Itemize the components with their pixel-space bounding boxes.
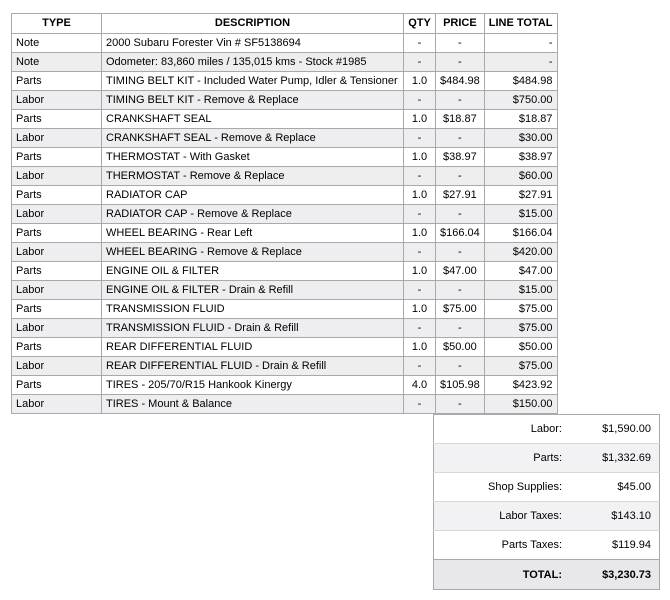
row-type: Parts xyxy=(12,338,102,357)
row-description: 2000 Subaru Forester Vin # SF5138694 xyxy=(102,34,404,53)
table-row xyxy=(12,129,558,148)
row-type: Labor xyxy=(12,167,102,186)
table-row xyxy=(12,281,558,300)
total-value: $3,230.73 xyxy=(570,560,660,590)
column-header-qty: QTY xyxy=(404,14,436,34)
row-price: - xyxy=(436,395,485,414)
row-price: $75.00 xyxy=(436,300,485,319)
row-price: $38.97 xyxy=(436,148,485,167)
row-line-total: $15.00 xyxy=(484,281,557,300)
row-line-total: $423.92 xyxy=(484,376,557,395)
row-qty: 1.0 xyxy=(404,72,436,91)
row-qty: 1.0 xyxy=(404,224,436,243)
row-price: $484.98 xyxy=(436,72,485,91)
row-line-total: $15.00 xyxy=(484,205,557,224)
row-line-total: $50.00 xyxy=(484,338,557,357)
row-type: Parts xyxy=(12,300,102,319)
column-header-description: DESCRIPTION xyxy=(102,14,404,34)
row-description: TIRES - Mount & Balance xyxy=(102,395,404,414)
table-row xyxy=(12,395,558,414)
row-description: Odometer: 83,860 miles / 135,015 kms - Stock #1985 xyxy=(102,53,404,72)
row-description: RADIATOR CAP - Remove & Replace xyxy=(102,205,404,224)
row-price: $18.87 xyxy=(436,110,485,129)
table-row xyxy=(12,167,558,186)
row-line-total: $420.00 xyxy=(484,243,557,262)
row-type: Labor xyxy=(12,243,102,262)
row-type: Parts xyxy=(12,224,102,243)
row-qty: - xyxy=(404,167,436,186)
table-row xyxy=(12,224,558,243)
total-label: TOTAL: xyxy=(434,560,571,590)
row-type: Parts xyxy=(12,148,102,167)
summary-label: Labor: xyxy=(530,423,562,435)
row-description: CRANKSHAFT SEAL - Remove & Replace xyxy=(102,129,404,148)
row-qty: 1.0 xyxy=(404,338,436,357)
row-line-total: $27.91 xyxy=(484,186,557,205)
row-line-total: $47.00 xyxy=(484,262,557,281)
table-row xyxy=(12,186,558,205)
row-line-total: - xyxy=(484,53,557,72)
row-type: Note xyxy=(12,34,102,53)
row-price: $50.00 xyxy=(436,338,485,357)
summary-label: Shop Supplies: xyxy=(434,473,571,502)
column-header-price: PRICE xyxy=(436,14,485,34)
row-price: - xyxy=(436,357,485,376)
row-type: Parts xyxy=(12,72,102,91)
row-qty: - xyxy=(404,129,436,148)
row-qty: 4.0 xyxy=(404,376,436,395)
row-line-total: - xyxy=(484,34,557,53)
row-type: Note xyxy=(12,53,102,72)
summary-row-total xyxy=(434,560,660,590)
table-row xyxy=(12,148,558,167)
summary-label: Parts: xyxy=(434,444,571,473)
table-row xyxy=(12,205,558,224)
row-qty: 1.0 xyxy=(404,186,436,205)
row-description: TIMING BELT KIT - Included Water Pump, Idler & Tensioner xyxy=(102,72,404,91)
row-line-total: $75.00 xyxy=(484,357,557,376)
row-description: THERMOSTAT - With Gasket xyxy=(102,148,404,167)
row-type: Parts xyxy=(12,186,102,205)
row-line-total: $75.00 xyxy=(484,319,557,338)
row-line-total: $75.00 xyxy=(484,300,557,319)
summary-value: $119.94 xyxy=(570,531,660,560)
summary-label: Labor Taxes: xyxy=(434,502,571,531)
row-type: Labor xyxy=(12,91,102,110)
summary-value: $1,590.00 xyxy=(602,423,651,435)
row-price: - xyxy=(436,167,485,186)
row-description: RADIATOR CAP xyxy=(102,186,404,205)
table-row xyxy=(12,53,558,72)
row-qty: 1.0 xyxy=(404,148,436,167)
summary-label: Parts Taxes: xyxy=(434,531,571,560)
summary-value: $1,332.69 xyxy=(570,444,660,473)
row-line-total: $60.00 xyxy=(484,167,557,186)
row-type: Parts xyxy=(12,376,102,395)
table-row xyxy=(12,376,558,395)
row-type: Labor xyxy=(12,281,102,300)
table-row xyxy=(12,34,558,53)
row-description: TRANSMISSION FLUID - Drain & Refill xyxy=(102,319,404,338)
row-price: $105.98 xyxy=(436,376,485,395)
table-row xyxy=(12,262,558,281)
row-qty: - xyxy=(404,34,436,53)
row-qty: 1.0 xyxy=(404,262,436,281)
row-price: $166.04 xyxy=(436,224,485,243)
row-qty: - xyxy=(404,205,436,224)
row-qty: 1.0 xyxy=(404,110,436,129)
row-type: Labor xyxy=(12,205,102,224)
row-qty: - xyxy=(404,243,436,262)
row-price: - xyxy=(436,34,485,53)
row-description: REAR DIFFERENTIAL FLUID xyxy=(102,338,404,357)
row-price: - xyxy=(436,205,485,224)
row-price: - xyxy=(436,319,485,338)
row-description: TIMING BELT KIT - Remove & Replace xyxy=(102,91,404,110)
row-line-total: $166.04 xyxy=(484,224,557,243)
row-price: - xyxy=(436,91,485,110)
table-row xyxy=(12,243,558,262)
column-header-line-total: LINE TOTAL xyxy=(484,14,557,34)
row-qty: - xyxy=(404,357,436,376)
table-header-row xyxy=(12,14,558,34)
summary-value: $143.10 xyxy=(570,502,660,531)
row-price: $27.91 xyxy=(436,186,485,205)
table-row xyxy=(12,91,558,110)
row-qty: - xyxy=(404,319,436,338)
row-description: WHEEL BEARING - Rear Left xyxy=(102,224,404,243)
row-type: Labor xyxy=(12,357,102,376)
row-description: REAR DIFFERENTIAL FLUID - Drain & Refill xyxy=(102,357,404,376)
row-qty: - xyxy=(404,53,436,72)
table-row xyxy=(12,300,558,319)
row-price: - xyxy=(436,281,485,300)
invoice-line-items-table xyxy=(11,13,558,414)
row-description: ENGINE OIL & FILTER - Drain & Refill xyxy=(102,281,404,300)
row-type: Parts xyxy=(12,110,102,129)
row-line-total: $750.00 xyxy=(484,91,557,110)
row-qty: - xyxy=(404,395,436,414)
row-description: THERMOSTAT - Remove & Replace xyxy=(102,167,404,186)
summary-row-shop-supplies xyxy=(434,473,660,502)
totals-summary-table xyxy=(433,414,660,590)
row-price: - xyxy=(436,243,485,262)
summary-row-parts xyxy=(434,444,660,473)
row-line-total: $30.00 xyxy=(484,129,557,148)
summary-value: $45.00 xyxy=(570,473,660,502)
row-description: TIRES - 205/70/R15 Hankook Kinergy xyxy=(102,376,404,395)
row-line-total: $38.97 xyxy=(484,148,557,167)
row-qty: 1.0 xyxy=(404,300,436,319)
summary-row-labor-taxes xyxy=(434,502,660,531)
row-line-total: $150.00 xyxy=(484,395,557,414)
row-type: Labor xyxy=(12,129,102,148)
summary-row-labor xyxy=(434,415,660,444)
row-qty: - xyxy=(404,91,436,110)
row-price: $47.00 xyxy=(436,262,485,281)
row-description: TRANSMISSION FLUID xyxy=(102,300,404,319)
row-line-total: $18.87 xyxy=(484,110,557,129)
row-description: WHEEL BEARING - Remove & Replace xyxy=(102,243,404,262)
row-type: Parts xyxy=(12,262,102,281)
row-price: - xyxy=(436,53,485,72)
column-header-type: TYPE xyxy=(12,14,102,34)
row-price: - xyxy=(436,129,485,148)
table-row xyxy=(12,357,558,376)
row-description: CRANKSHAFT SEAL xyxy=(102,110,404,129)
row-description: ENGINE OIL & FILTER xyxy=(102,262,404,281)
row-type: Labor xyxy=(12,395,102,414)
row-type: Labor xyxy=(12,319,102,338)
row-qty: - xyxy=(404,281,436,300)
table-row xyxy=(12,72,558,91)
row-line-total: $484.98 xyxy=(484,72,557,91)
summary-row-parts-taxes xyxy=(434,531,660,560)
table-row xyxy=(12,110,558,129)
table-row xyxy=(12,338,558,357)
table-row xyxy=(12,319,558,338)
